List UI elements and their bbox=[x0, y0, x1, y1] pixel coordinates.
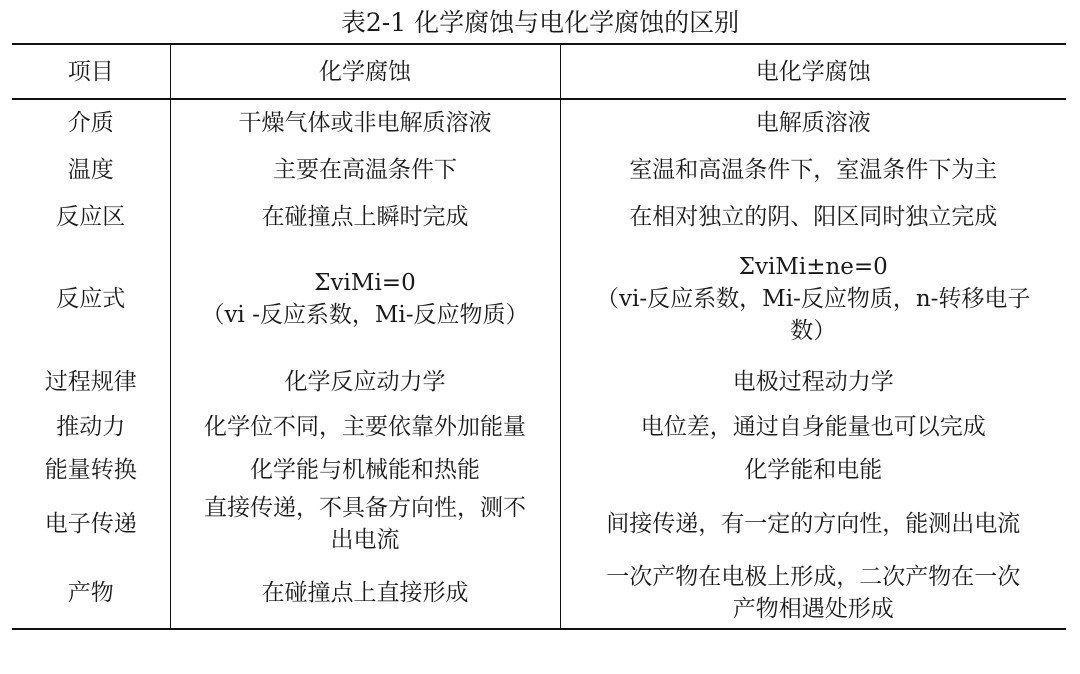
cell-text-line: 电解质溶液 bbox=[755, 110, 871, 136]
row-chemical-cell bbox=[170, 557, 560, 629]
row-item-label: 产物 bbox=[12, 557, 170, 629]
row-item-label: 反应区 bbox=[56, 203, 126, 230]
cell-text-line: 产物相遇处形成 bbox=[732, 595, 894, 622]
row-electrochemical-cell bbox=[560, 193, 1066, 240]
table-body bbox=[12, 99, 1066, 629]
row-item-label: 电子传递 bbox=[44, 511, 137, 537]
comparison-table bbox=[12, 43, 1066, 630]
row-item-label: 过程规律 bbox=[44, 368, 137, 395]
row-electrochemical-cell bbox=[560, 557, 1066, 629]
row-item-label: 温度 bbox=[67, 156, 114, 183]
cell-text-line: 数） bbox=[790, 318, 837, 344]
cell-text-line: 化学能和电能 bbox=[744, 456, 883, 483]
row-chemical-cell bbox=[170, 193, 560, 240]
row-electrochemical-cell bbox=[560, 99, 1066, 146]
cell-text-line: 在相对独立的阴、阳区同时独立完成 bbox=[629, 203, 998, 230]
cell-text-line: 在碰撞点上直接形成 bbox=[261, 579, 469, 606]
cell-text-line: 一次产物在电极上形成，二次产物在一次 bbox=[606, 563, 1021, 590]
cell-text-line: 化学位不同，主要依靠外加能量 bbox=[204, 413, 526, 440]
cell-text-line: 间接传递，有一定的方向性，能测出电流 bbox=[606, 511, 1021, 537]
table-row bbox=[12, 240, 1066, 358]
cell-text-line: 干燥气体或非电解质溶液 bbox=[238, 110, 492, 136]
row-electrochemical-cell bbox=[560, 448, 1066, 491]
row-chemical-cell bbox=[170, 491, 560, 557]
cell-text-line: 电位差，通过自身能量也可以完成 bbox=[640, 413, 986, 440]
cell-text-line: 主要在高温条件下 bbox=[273, 156, 457, 183]
header-electrochemical-corrosion: 电化学腐蚀 bbox=[560, 44, 1066, 99]
row-electrochemical-cell bbox=[560, 240, 1066, 358]
cell-text-line: （vi -反应系数，Mi-反应物质） bbox=[201, 302, 529, 328]
cell-text-line: 化学反应动力学 bbox=[284, 368, 446, 395]
table-caption: 表2-1 化学腐蚀与电化学腐蚀的区别 bbox=[340, 8, 740, 37]
cell-text-line: （vi-反应系数，Mi-反应物质，n-转移电子 bbox=[596, 286, 1031, 312]
cell-text-line: 室温和高温条件下，室温条件下为主 bbox=[629, 156, 998, 183]
row-item-label: 反应式 bbox=[56, 286, 126, 312]
row-chemical-cell bbox=[170, 358, 560, 405]
row-chemical-cell bbox=[170, 146, 560, 193]
row-item-label: 能量转换 bbox=[44, 456, 137, 483]
table-row bbox=[12, 358, 1066, 405]
row-chemical-cell bbox=[170, 240, 560, 358]
row-item-label: 介质 bbox=[67, 110, 114, 136]
cell-text-line: 直接传递，不具备方向性，测不 bbox=[204, 495, 526, 521]
row-item-label: 推动力 bbox=[56, 413, 126, 440]
table-row bbox=[12, 557, 1066, 629]
table-row bbox=[12, 146, 1066, 193]
table-row bbox=[12, 193, 1066, 240]
cell-text-line: 电极过程动力学 bbox=[732, 368, 894, 395]
row-electrochemical-cell bbox=[560, 491, 1066, 557]
row-chemical-cell bbox=[170, 99, 560, 146]
cell-text-line: ΣviMi=0 bbox=[314, 270, 416, 296]
table-row bbox=[12, 99, 1066, 146]
header-chemical-corrosion: 化学腐蚀 bbox=[170, 44, 560, 99]
row-electrochemical-cell bbox=[560, 358, 1066, 405]
row-electrochemical-cell bbox=[560, 146, 1066, 193]
table-row bbox=[12, 448, 1066, 491]
cell-text-line: 出电流 bbox=[330, 527, 400, 553]
cell-text-line: 在碰撞点上瞬时完成 bbox=[261, 203, 469, 230]
row-chemical-cell bbox=[170, 448, 560, 491]
header-item: 项目 bbox=[12, 44, 170, 99]
cell-text-line: 化学能与机械能和热能 bbox=[250, 456, 480, 483]
row-chemical-cell bbox=[170, 405, 560, 448]
table-header-row bbox=[12, 44, 1066, 99]
table-row bbox=[12, 405, 1066, 448]
table-row bbox=[12, 491, 1066, 557]
cell-text-line: ΣviMi±ne=0 bbox=[738, 254, 888, 280]
row-electrochemical-cell bbox=[560, 405, 1066, 448]
